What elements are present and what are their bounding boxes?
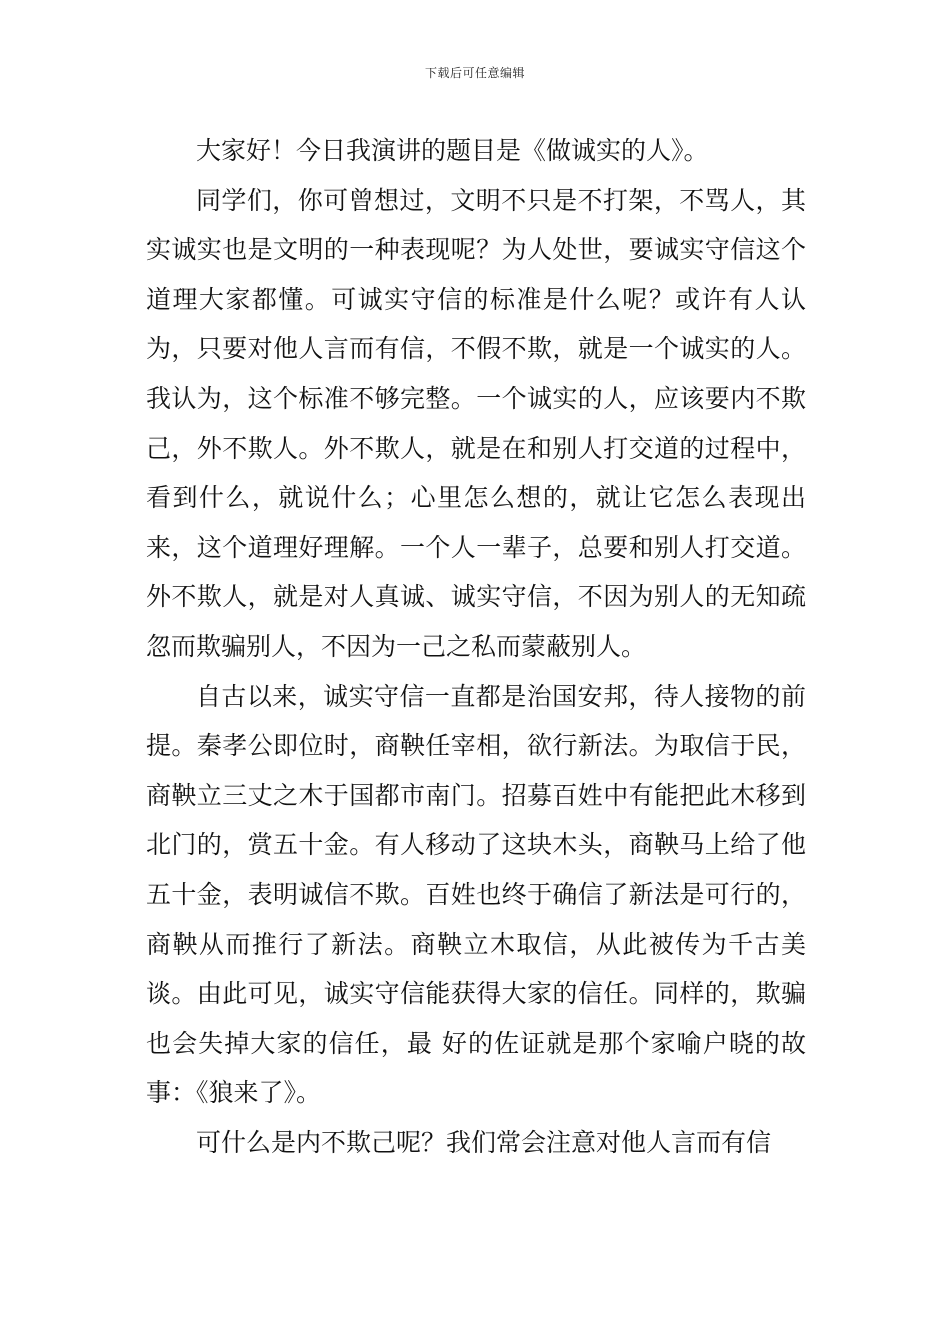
document-body [146, 126, 806, 1167]
page-header: 下载后可任意编辑 [424, 66, 525, 80]
paragraph-self-honesty: 可什么是内不欺己呢？我们常会注意对他人言而有信 [196, 1127, 772, 1157]
paragraph-shang-yang-story: 自古以来，诚实守信一直都是治国安邦，待人接物的前提。秦孝公即位时，商鞅任宰相，欲行新法。为取信于民，商鞅立三丈之木于国都市南门。招募百姓中有能把此木移到北门的，赏五十金。有人移动了这块木头，商鞅马上给了他五十金，表明诚信不欺。百姓也终于确信了新法是可行的，商鞅从而推行了新法。商鞅立木取信，从此被传为千古美谈。由此可见，诚实守信能获得大家的信任。同样的，欺骗也会失掉大家的信任，最 好的佐证就是那个家喻户晓的故事：《狼来了》。 [146, 681, 806, 1108]
paragraph-honesty-standard: 同学们，你可曾想过，文明不只是不打架，不骂人，其实诚实也是文明的一种表现呢？为人处世，要诚实守信这个道理大家都懂。可诚实守信的标准是什么呢？或许有人认为，只要对他人言而有信，不假不欺，就是一个诚实的人。我认为，这个标准不够完整。一个诚实的人，应该要内不欺己，外不欺人。外不欺人，就是在和别人打交道的过程中，看到什么，就说什么；心里怎么想的，就让它怎么表现出来，这个道理好理解。一个人一辈子，总要和别人打交道。外不欺人，就是对人真诚、诚实守信，不因为别人的无知疏忽而欺骗别人，不因为一己之私而蒙蔽别人。 [146, 185, 806, 661]
paragraph-greeting: 大家好！今日我演讲的题目是《做诚实的人》。 [196, 136, 709, 165]
